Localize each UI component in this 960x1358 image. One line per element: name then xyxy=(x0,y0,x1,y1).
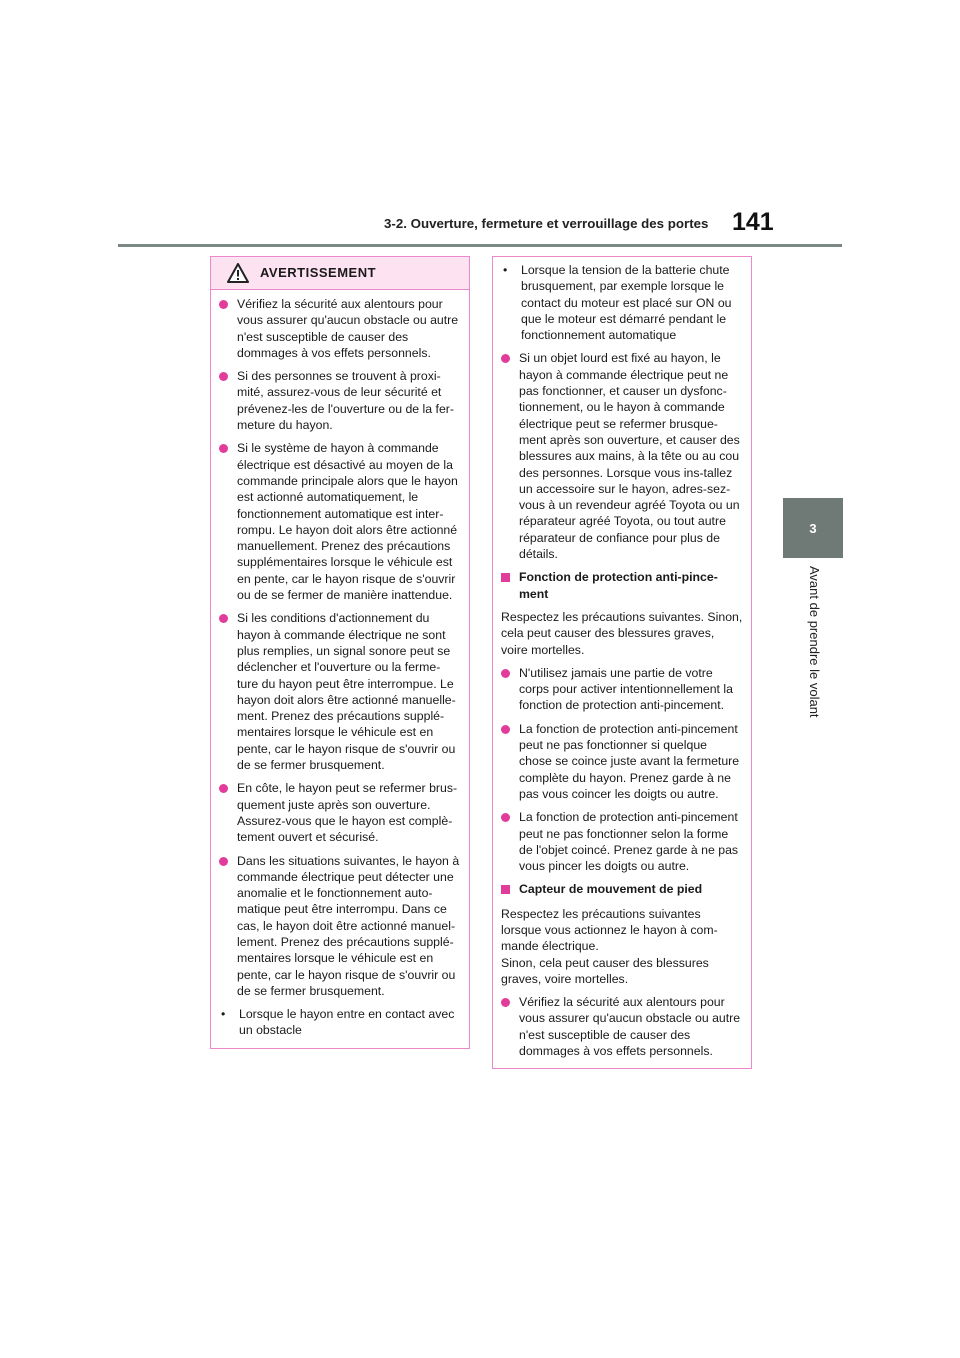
warning-item-text: La fonction de protection anti-pincement peut ne pas fonctionner si quelque chose se coince juste avant la fermeture complète du hayon. Prenez garde à ne pas vous coincer les doigts ou autre. xyxy=(519,721,740,801)
header-rule xyxy=(118,244,842,247)
sub-item xyxy=(501,262,743,343)
warning-item-text: N'utilisez jamais une partie de votre corps pour activer intentionnellement la fonction de protection anti-pincement. xyxy=(519,665,733,713)
warning-box-continued xyxy=(492,256,752,1069)
warning-item-text: La fonction de protection anti-pincement peut ne pas fonctionner selon la forme de l'objet coincé. Prenez garde à ne pas vous pincer les doigts ou autre. xyxy=(519,810,739,874)
page-number: 141 xyxy=(732,208,774,236)
warning-item xyxy=(501,994,743,1059)
warning-item xyxy=(219,780,461,845)
section-intro-line: Respectez les précautions suivantes lorsque vous actionnez le hayon à com-mande électrique. xyxy=(501,906,718,954)
warning-item-text: Dans les situations suivantes, le hayon à commande électrique peut détecter une anomalie et le fonctionnement auto-matique peut être interrompu. Dans ce cas, le hayon doit être actionné manuel-lement. Prenez des précautions supplé-mentaires lorsque le véhicule est en pente, car le hayon risque de s'ouvrir ou de se fermer brusquement. xyxy=(237,853,460,998)
header-title: 3-2. Ouverture, fermeture et verrouillage des portes xyxy=(384,216,709,231)
warning-item xyxy=(219,296,461,361)
bullet-dot-icon xyxy=(501,809,519,874)
warning-triangle-icon xyxy=(227,263,249,283)
warning-item-text: Si des personnes se trouvent à proxi-mité, assurez-vous de leur sécurité et prévenez-les de l'ouverture ou de la fer-meture du hayon. xyxy=(237,369,454,433)
warning-item-text: En côte, le hayon peut se refermer brus-quement juste après son ouverture. Assurez-vous que le hayon est complè-tement ouvert et sécurisé. xyxy=(237,781,458,845)
section-intro: Respectez les précautions suivantes. Sinon, cela peut causer des blessures graves, voire mortelles. xyxy=(501,609,743,657)
section-title: Capteur de mouvement de pied xyxy=(519,882,703,897)
warning-item-text: Vérifiez la sécurité aux alentours pour vous assurer qu'aucun obstacle ou autre n'est susceptible de causer des dommages à vos effets personnels. xyxy=(519,995,741,1059)
warning-item xyxy=(219,853,461,1000)
bullet-dot-icon xyxy=(219,296,237,361)
warning-item xyxy=(501,721,743,802)
warning-item-text: Si un objet lourd est fixé au hayon, le hayon à commande électrique peut ne pas fonctionner, et causer un dysfonc-tionnement, ou le hayon à commande électrique peut se refermer brusque-ment après son ouverture, et causer des blessures aux mains, à la tête ou au cou des personnes. Lorsque vous ins-tallez un accessoire sur le hayon, adres-sez-vous à un revendeur agréé Toyota ou un réparateur agréé Toyota, ou tout autre réparateur de confiance pour plus de détails. xyxy=(519,351,740,562)
warning-item xyxy=(501,665,743,714)
section-heading xyxy=(501,569,743,602)
sub-item-text: Lorsque le hayon entre en contact avec un obstacle xyxy=(239,1007,455,1038)
warning-item xyxy=(219,610,461,773)
bullet-dot-icon xyxy=(219,853,237,1000)
section-title: Fonction de protection anti-pince-ment xyxy=(519,570,718,601)
bullet-dot-icon xyxy=(501,350,519,562)
warning-item xyxy=(219,368,461,433)
warning-item xyxy=(501,350,743,562)
bullet-dot-icon xyxy=(219,610,237,773)
warning-item-text: Si le système de hayon à commande électrique est désactivé au moyen de la commande principale alors que le hayon est actionné automatiquement, le fonctionnement automatique est inter-rompu. Le hayon doit alors être actionné manuellement. Prenez des précautions supplémentaires lorsque le véhicule est en pente, car le hayon risque de s'ouvrir ou de se fermer de manière inattendue. xyxy=(237,441,458,603)
section-square-icon xyxy=(501,569,519,602)
section-intro-line: Sinon, cela peut causer des blessures graves, voire mortelles. xyxy=(501,955,709,986)
warning-header xyxy=(211,257,469,290)
warning-item xyxy=(219,440,461,603)
section-intro xyxy=(501,906,743,987)
sub-item-text: Lorsque la tension de la batterie chute brusquement, par exemple lorsque le contact du moteur est placé sur ON ou que le moteur est démarré pendant le fonctionnement automatique xyxy=(521,263,732,343)
bullet-dot-icon xyxy=(501,665,519,714)
bullet-dot-icon xyxy=(219,440,237,603)
bullet-dot-icon xyxy=(219,368,237,433)
section-heading xyxy=(501,881,743,898)
section-square-icon xyxy=(501,881,519,898)
warning-item xyxy=(501,809,743,874)
sub-item xyxy=(219,1006,461,1039)
bullet-dot-icon xyxy=(219,780,237,845)
warning-box xyxy=(210,256,470,1049)
bullet-dot-icon xyxy=(501,994,519,1059)
bullet-marker: • xyxy=(503,263,508,277)
warning-title: AVERTISSEMENT xyxy=(260,264,377,280)
warning-item-text: Vérifiez la sécurité aux alentours pour vous assurer qu'aucun obstacle ou autre n'est susceptible de causer des dommages à vos effets personnels. xyxy=(237,297,459,360)
bullet-dot-icon xyxy=(501,721,519,802)
bullet-marker: • xyxy=(221,1007,226,1022)
chapter-label: Avant de prendre le volant xyxy=(807,566,822,718)
chapter-tab: 3 xyxy=(783,498,843,558)
warning-item-text: Si les conditions d'actionnement du hayon à commande électrique ne sont plus remplies, un signal sonore peut se déclencher et l'ouverture ou la ferme-ture du hayon peut être interrompue. Le hayon doit alors être actionné manuelle-ment. Prenez des précautions supplé-mentaires lorsque le véhicule est en pente, car le hayon risque de s'ouvrir ou de se fermer brusquement. xyxy=(237,611,456,773)
